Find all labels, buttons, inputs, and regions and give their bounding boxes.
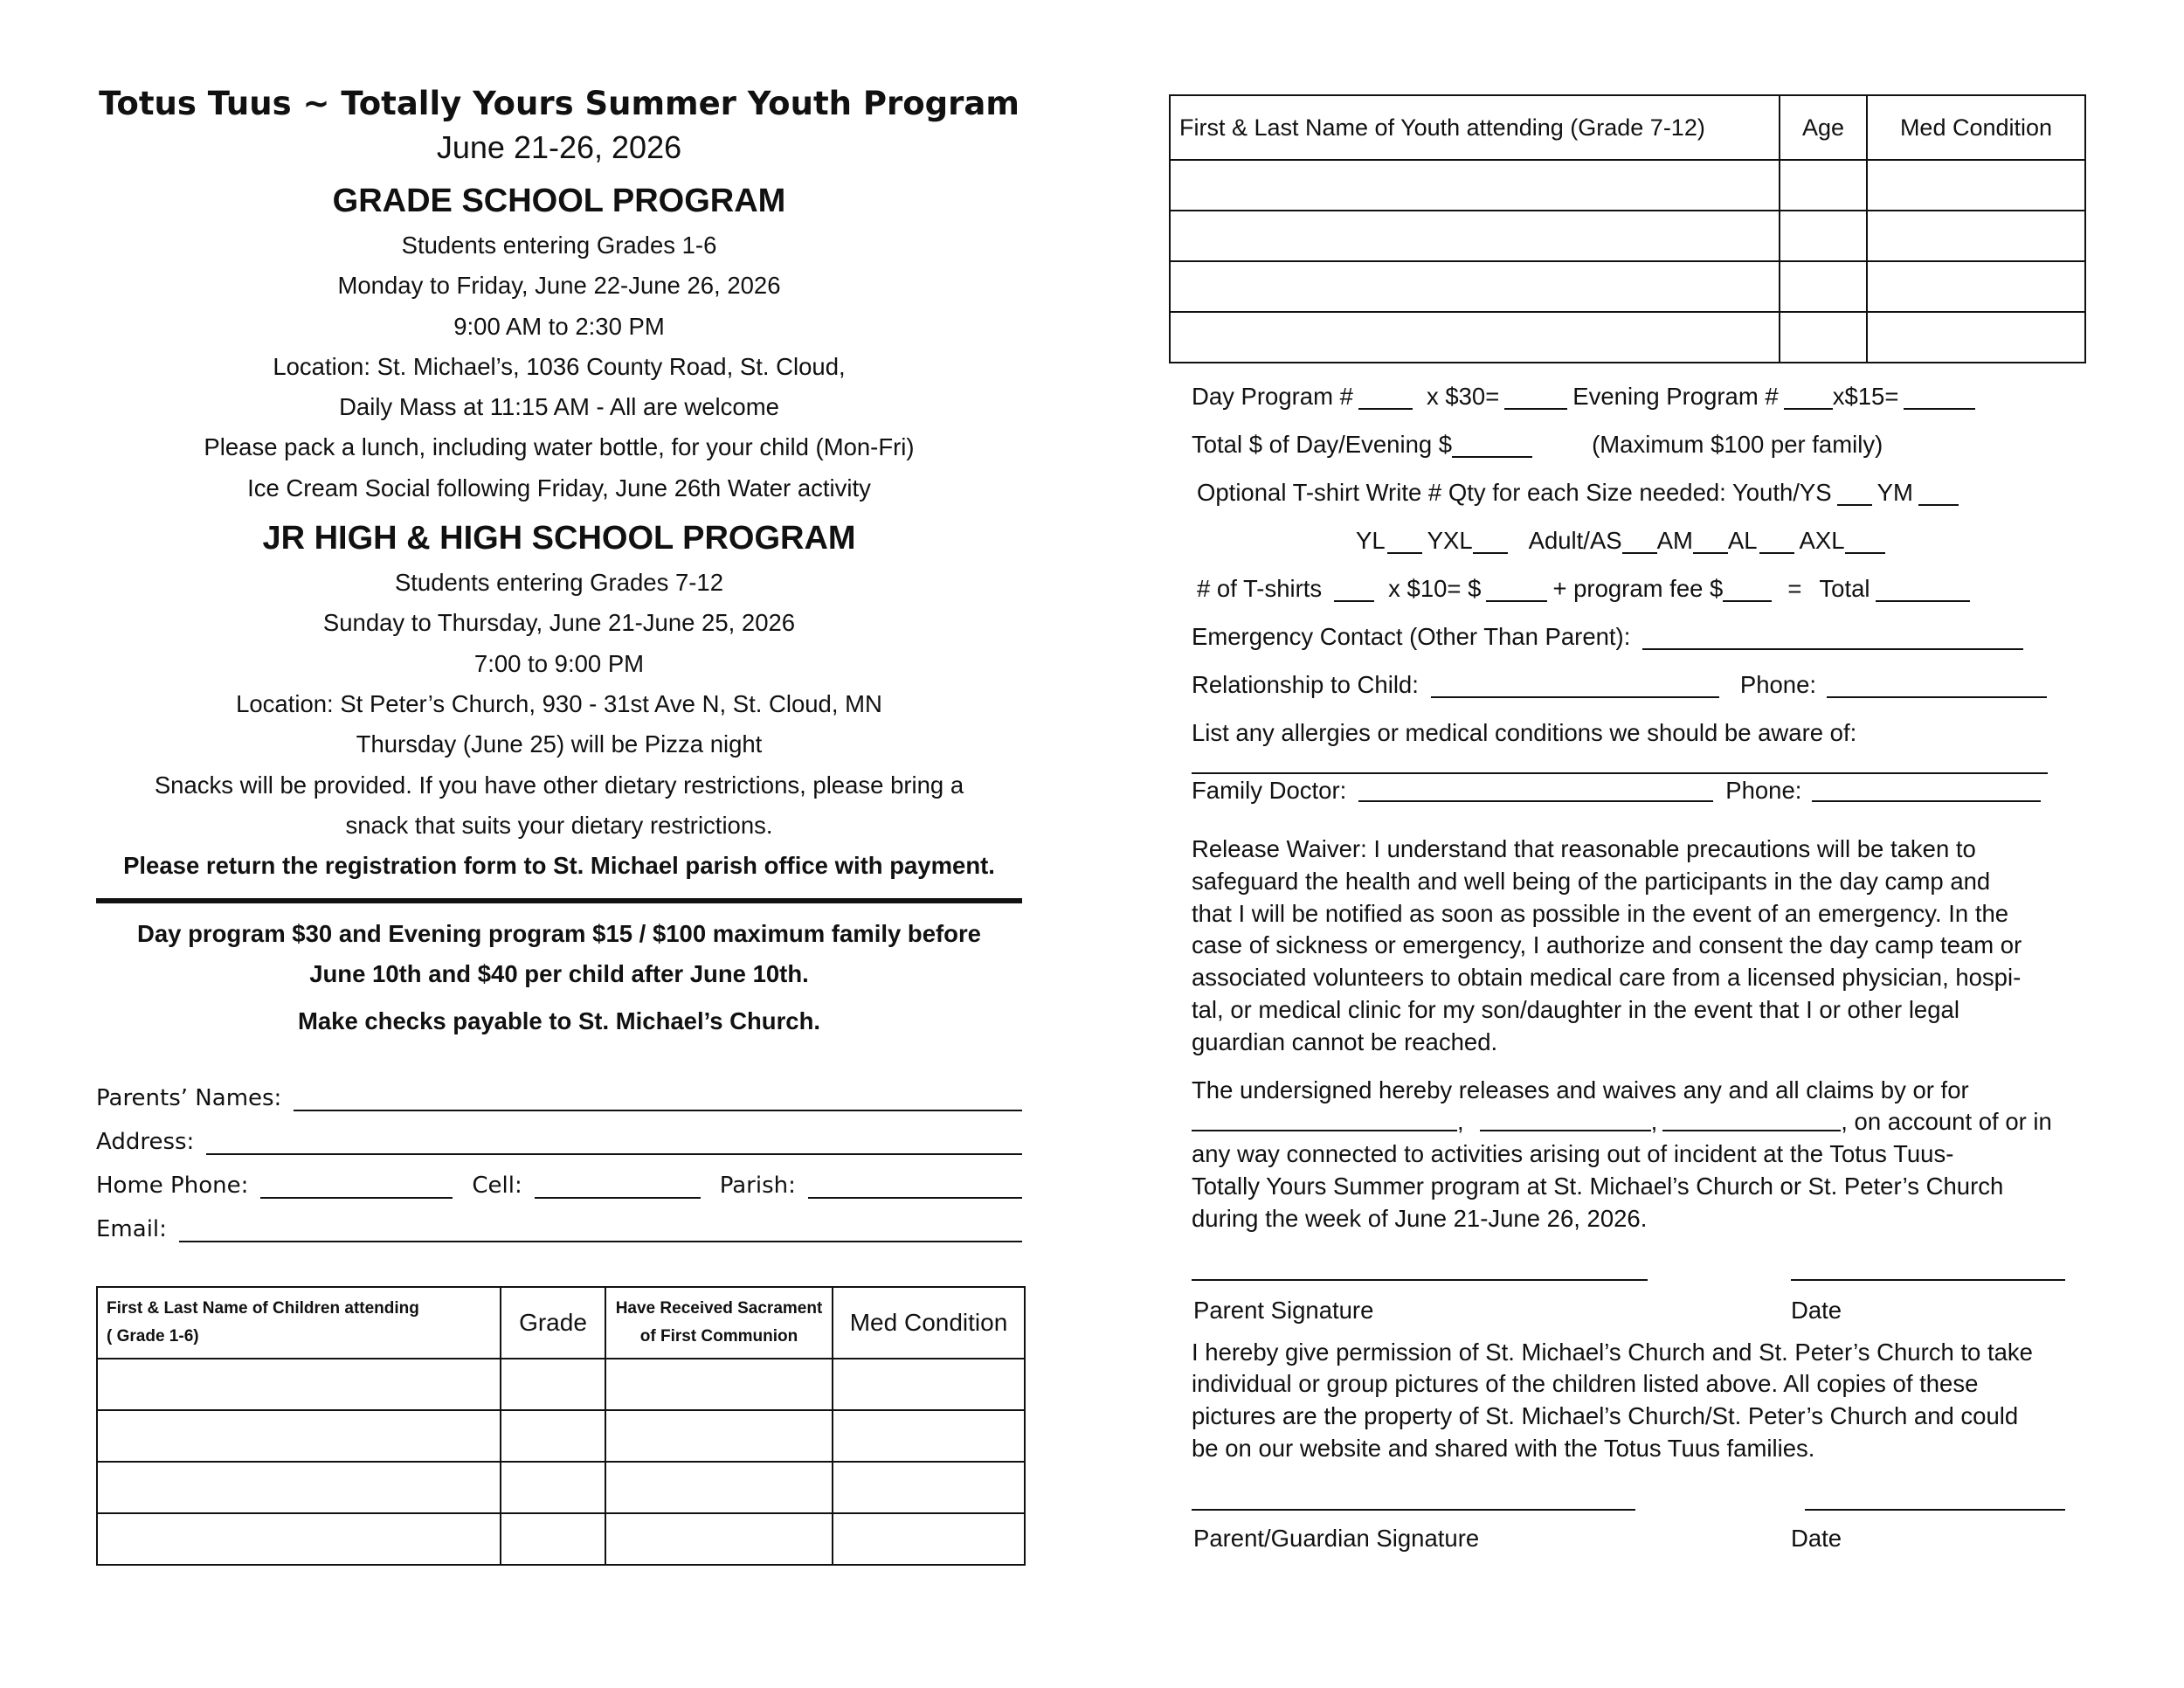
evening-program-label: Evening Program #: [1572, 383, 1779, 410]
home-phone-label: Home Phone:: [96, 1173, 249, 1200]
waiver-line: guardian cannot be reached.: [1192, 1027, 1498, 1055]
permission-line: be on our website and shared with the Totus Tuus families.: [1192, 1434, 1815, 1462]
waiver-line: that I will be notified as soon as possible in the event of an emergency. In the: [1192, 899, 2009, 927]
num-tshirts-input[interactable]: [1334, 574, 1374, 602]
parent-signature-label: Parent Signature: [1193, 1296, 1374, 1324]
table-cell[interactable]: [1780, 160, 1867, 211]
x10-label: x $10= $: [1388, 575, 1482, 602]
emergency-row: [1192, 612, 2091, 661]
table-cell[interactable]: [605, 1359, 833, 1410]
ym-qty-input[interactable]: [1918, 478, 1959, 506]
table-cell[interactable]: [97, 1359, 501, 1410]
table-cell[interactable]: [501, 1513, 605, 1565]
grade-header: Grade: [501, 1287, 605, 1359]
release-line: The undersigned hereby releases and waives any and all claims by or for: [1192, 1076, 1969, 1103]
pricing-line: Day program $30 and Evening program $15 / $100 maximum family before: [137, 920, 981, 948]
divider: [96, 898, 1022, 903]
permission-line: individual or group pictures of the children listed above. All copies of these: [1192, 1370, 1979, 1398]
table-cell[interactable]: [1867, 211, 2085, 261]
table-cell[interactable]: [605, 1513, 833, 1565]
parish-input[interactable]: [808, 1173, 1022, 1199]
home-phone-input[interactable]: [260, 1173, 453, 1199]
table-row: [97, 1462, 1025, 1513]
axl-label: AXL: [1799, 527, 1845, 554]
phone-label: Phone:: [1739, 671, 1817, 698]
children-table-header: [97, 1287, 1025, 1359]
family-doctor-input[interactable]: [1358, 779, 1713, 802]
sacrament-header-line: of First Communion: [639, 1327, 798, 1346]
release-line: any way connected to activities arising out of incident at the Totus Tuus-: [1192, 1140, 1954, 1168]
ys-qty-input[interactable]: [1837, 478, 1872, 506]
equals-sign: =: [1787, 575, 1802, 602]
evening-program-input[interactable]: [1784, 382, 1833, 410]
cell-input[interactable]: [535, 1173, 701, 1199]
evening-amount-input[interactable]: [1904, 382, 1975, 410]
address-row: [96, 1120, 1022, 1164]
permission-line: pictures are the property of St. Michael’s Church/St. Peter’s Church and could: [1192, 1402, 2019, 1430]
am-label: AM: [1656, 527, 1693, 554]
table-cell[interactable]: [501, 1462, 605, 1513]
email-input[interactable]: [179, 1216, 1022, 1242]
table-cell[interactable]: [501, 1410, 605, 1462]
gs-line: 9:00 AM to 2:30 PM: [453, 312, 665, 340]
youth-table: [1169, 94, 2086, 363]
tshirt-row-2: [1192, 516, 2091, 564]
release-line: during the week of June 21-June 26, 2026.: [1192, 1204, 1648, 1232]
axl-qty-input[interactable]: [1845, 526, 1885, 554]
program-count-row: [1192, 372, 2091, 420]
youth-name-header: First & Last Name of Youth attending (Grade 7-12): [1170, 95, 1780, 160]
age-header: Age: [1780, 95, 1867, 160]
waiver-line: associated volunteers to obtain medical care from a licensed physician, hospi-: [1192, 964, 2022, 992]
table-row: [97, 1359, 1025, 1410]
sacrament-header-line: Have Received Sacrament: [615, 1299, 823, 1318]
table-cell[interactable]: [1170, 312, 1780, 363]
table-cell[interactable]: [833, 1410, 1025, 1462]
table-cell[interactable]: [1780, 261, 1867, 312]
parish-label: Parish:: [719, 1173, 796, 1200]
release-line-end: , on account of or in: [1841, 1108, 2052, 1136]
table-row: [1170, 261, 2085, 312]
release-name-input[interactable]: [1192, 1112, 1457, 1131]
guardian-signature-labels: [1192, 1511, 2091, 1556]
total-label: Total: [1819, 575, 1870, 602]
yl-label: YL: [1356, 527, 1386, 554]
doctor-phone-label: Phone:: [1725, 777, 1802, 804]
program-dates: June 21-26, 2026: [436, 129, 682, 165]
day-program-label: Day Program #: [1192, 383, 1353, 410]
gs-line: Please pack a lunch, including water bottle, for your child (Mon-Fri): [204, 433, 915, 461]
doctor-row: [1192, 774, 2091, 807]
grand-total-input[interactable]: [1876, 574, 1970, 602]
table-cell[interactable]: [1867, 312, 2085, 363]
program-title: Totus Tuus ~ Totally Yours Summer Youth Program: [99, 85, 1019, 122]
relationship-row: [1192, 661, 2091, 709]
phone-row: [96, 1164, 1022, 1207]
table-cell[interactable]: [97, 1513, 501, 1565]
parents-names-label: Parents’ Names:: [96, 1085, 282, 1112]
sacrament-header: [605, 1287, 833, 1359]
waiver-line: case of sickness or emergency, I authorize and consent the day camp team or: [1192, 931, 2022, 959]
med-condition-header: Med Condition: [833, 1287, 1025, 1359]
parents-names-input[interactable]: [294, 1085, 1022, 1111]
hs-line: Students entering Grades 7-12: [394, 569, 724, 597]
table-cell[interactable]: [833, 1462, 1025, 1513]
program-fee-input[interactable]: [1723, 574, 1772, 602]
x30-label: x $30=: [1426, 383, 1500, 410]
hs-line: Snacks will be provided. If you have other dietary restrictions, please bring a: [154, 771, 964, 799]
grade-school-heading: GRADE SCHOOL PROGRAM: [332, 183, 786, 219]
children-name-header-line: ( Grade 1-6): [107, 1327, 199, 1346]
release-waiver: [1192, 834, 2091, 1059]
hs-line: Sunday to Thursday, June 21-June 25, 2026: [322, 609, 796, 637]
adult-as-label: Adult/AS: [1528, 527, 1622, 554]
emergency-label: Emergency Contact (Other Than Parent):: [1192, 623, 1631, 650]
waiver-line: Release Waiver: I understand that reasonable precautions will be taken to: [1192, 835, 1976, 862]
relationship-input[interactable]: [1431, 670, 1719, 698]
num-tshirts-label: # of T-shirts: [1197, 575, 1323, 602]
day-program-input[interactable]: [1358, 382, 1413, 410]
release-line: Totally Yours Summer program at St. Michael’s Church or St. Peter’s Church: [1192, 1172, 2004, 1200]
table-cell[interactable]: [1170, 211, 1780, 261]
youth-table-header: [1170, 95, 2085, 160]
hs-line: snack that suits your dietary restrictions.: [345, 811, 773, 839]
hs-line: Thursday (June 25) will be Pizza night: [356, 730, 763, 758]
table-cell[interactable]: [1170, 160, 1780, 211]
gs-line: Monday to Friday, June 22-June 26, 2026: [337, 272, 781, 300]
day-amount-input[interactable]: [1504, 382, 1567, 410]
program-fee-label: + program fee $: [1552, 575, 1724, 602]
parent-info-fields: [96, 1076, 1022, 1251]
hs-line: Location: St Peter’s Church, 930 - 31st Ave N, St. Cloud, MN: [236, 689, 882, 717]
al-qty-input[interactable]: [1759, 526, 1794, 554]
table-cell[interactable]: [97, 1462, 501, 1513]
release-comma: ,: [1457, 1108, 1464, 1136]
release-name-input[interactable]: [1480, 1112, 1651, 1131]
children-table: [96, 1286, 1026, 1566]
guardian-signature-label: Parent/Guardian Signature: [1193, 1524, 1480, 1552]
parents-names-row: [96, 1076, 1022, 1120]
family-doctor-label: Family Doctor:: [1192, 777, 1347, 804]
release-names-row: [1192, 1106, 2091, 1138]
relationship-phone-input[interactable]: [1827, 670, 2047, 698]
total-day-evening-input[interactable]: [1452, 430, 1532, 458]
gs-line: Students entering Grades 1-6: [401, 232, 717, 259]
x15-label: x$15=: [1832, 383, 1899, 410]
date-label-2: Date: [1791, 1524, 1842, 1552]
total-day-evening-label: Total $ of Day/Evening $: [1192, 431, 1453, 458]
tshirt-amount-input[interactable]: [1486, 574, 1547, 602]
right-column: [1169, 94, 2091, 1556]
relationship-label: Relationship to Child:: [1192, 671, 1419, 698]
pricing-line: June 10th and $40 per child after June 10th.: [309, 960, 809, 988]
table-row: [1170, 211, 2085, 261]
gs-line: Location: St. Michael’s, 1036 County Road, St. Cloud,: [273, 352, 846, 380]
release-claims: [1192, 1075, 2091, 1235]
permission-line: I hereby give permission of St. Michael’s Church and St. Peter’s Church to take: [1192, 1338, 2033, 1366]
email-row: [96, 1207, 1022, 1251]
children-name-header: [97, 1287, 501, 1359]
al-label: AL: [1727, 527, 1758, 554]
email-label: Email:: [96, 1216, 167, 1243]
table-cell[interactable]: [97, 1410, 501, 1462]
table-cell[interactable]: [833, 1513, 1025, 1565]
tshirt-row-1: [1192, 468, 2091, 516]
children-name-header-line: First & Last Name of Children attending: [107, 1299, 419, 1318]
table-cell[interactable]: [1780, 211, 1867, 261]
fee-section: [1192, 372, 2091, 1556]
return-note: Please return the registration form to St. Michael parish office with payment.: [123, 852, 995, 880]
yxl-qty-input[interactable]: [1473, 526, 1508, 554]
hs-line: 7:00 to 9:00 PM: [473, 649, 645, 677]
address-input[interactable]: [206, 1129, 1022, 1155]
max-family-note: (Maximum $100 per family): [1592, 431, 1883, 458]
left-column: [96, 84, 1022, 1566]
doctor-phone-input[interactable]: [1812, 779, 2041, 802]
table-cell[interactable]: [1867, 261, 2085, 312]
release-comma: ,: [1650, 1108, 1658, 1136]
am-qty-input[interactable]: [1693, 526, 1728, 554]
total-row: [1192, 420, 2091, 468]
photo-permission: [1192, 1337, 2091, 1465]
release-name-input[interactable]: [1662, 1112, 1841, 1131]
table-cell[interactable]: [1170, 261, 1780, 312]
waiver-line: tal, or medical clinic for my son/daughter in the event that I or other legal: [1192, 995, 1959, 1023]
table-cell[interactable]: [1867, 160, 2085, 211]
youth-med-header: Med Condition: [1867, 95, 2085, 160]
high-school-heading: JR HIGH & HIGH SCHOOL PROGRAM: [262, 520, 856, 557]
ym-label: YM: [1876, 479, 1913, 506]
table-row: [97, 1513, 1025, 1565]
table-row: [97, 1410, 1025, 1462]
table-row: [1170, 312, 2085, 363]
allergies-row: [1192, 709, 2091, 757]
tshirt-total-row: [1192, 564, 2091, 612]
yxl-label: YXL: [1427, 527, 1473, 554]
allergies-label: List any allergies or medical conditions we should be aware of:: [1192, 719, 1857, 746]
emergency-input[interactable]: [1642, 622, 2023, 650]
cell-label: Cell:: [472, 1173, 522, 1200]
waiver-line: safeguard the health and well being of the participants in the day camp and: [1192, 867, 1991, 895]
table-cell[interactable]: [605, 1410, 833, 1462]
table-row: [1170, 160, 2085, 211]
address-label: Address:: [96, 1129, 195, 1156]
gs-line: Ice Cream Social following Friday, June 26th Water activity: [247, 474, 871, 502]
parent-signature-labels: [1192, 1281, 2091, 1326]
as-qty-input[interactable]: [1622, 526, 1657, 554]
gs-line: Daily Mass at 11:15 AM - All are welcome: [339, 393, 779, 421]
table-cell[interactable]: [501, 1359, 605, 1410]
table-cell[interactable]: [1780, 312, 1867, 363]
date-label: Date: [1791, 1296, 1842, 1324]
table-cell[interactable]: [833, 1359, 1025, 1410]
yl-qty-input[interactable]: [1387, 526, 1422, 554]
checks-note: Make checks payable to St. Michael’s Church.: [297, 1007, 821, 1035]
tshirt-label: Optional T-shirt Write # Qty for each Size needed: Youth/YS: [1197, 479, 1832, 506]
table-cell[interactable]: [605, 1462, 833, 1513]
